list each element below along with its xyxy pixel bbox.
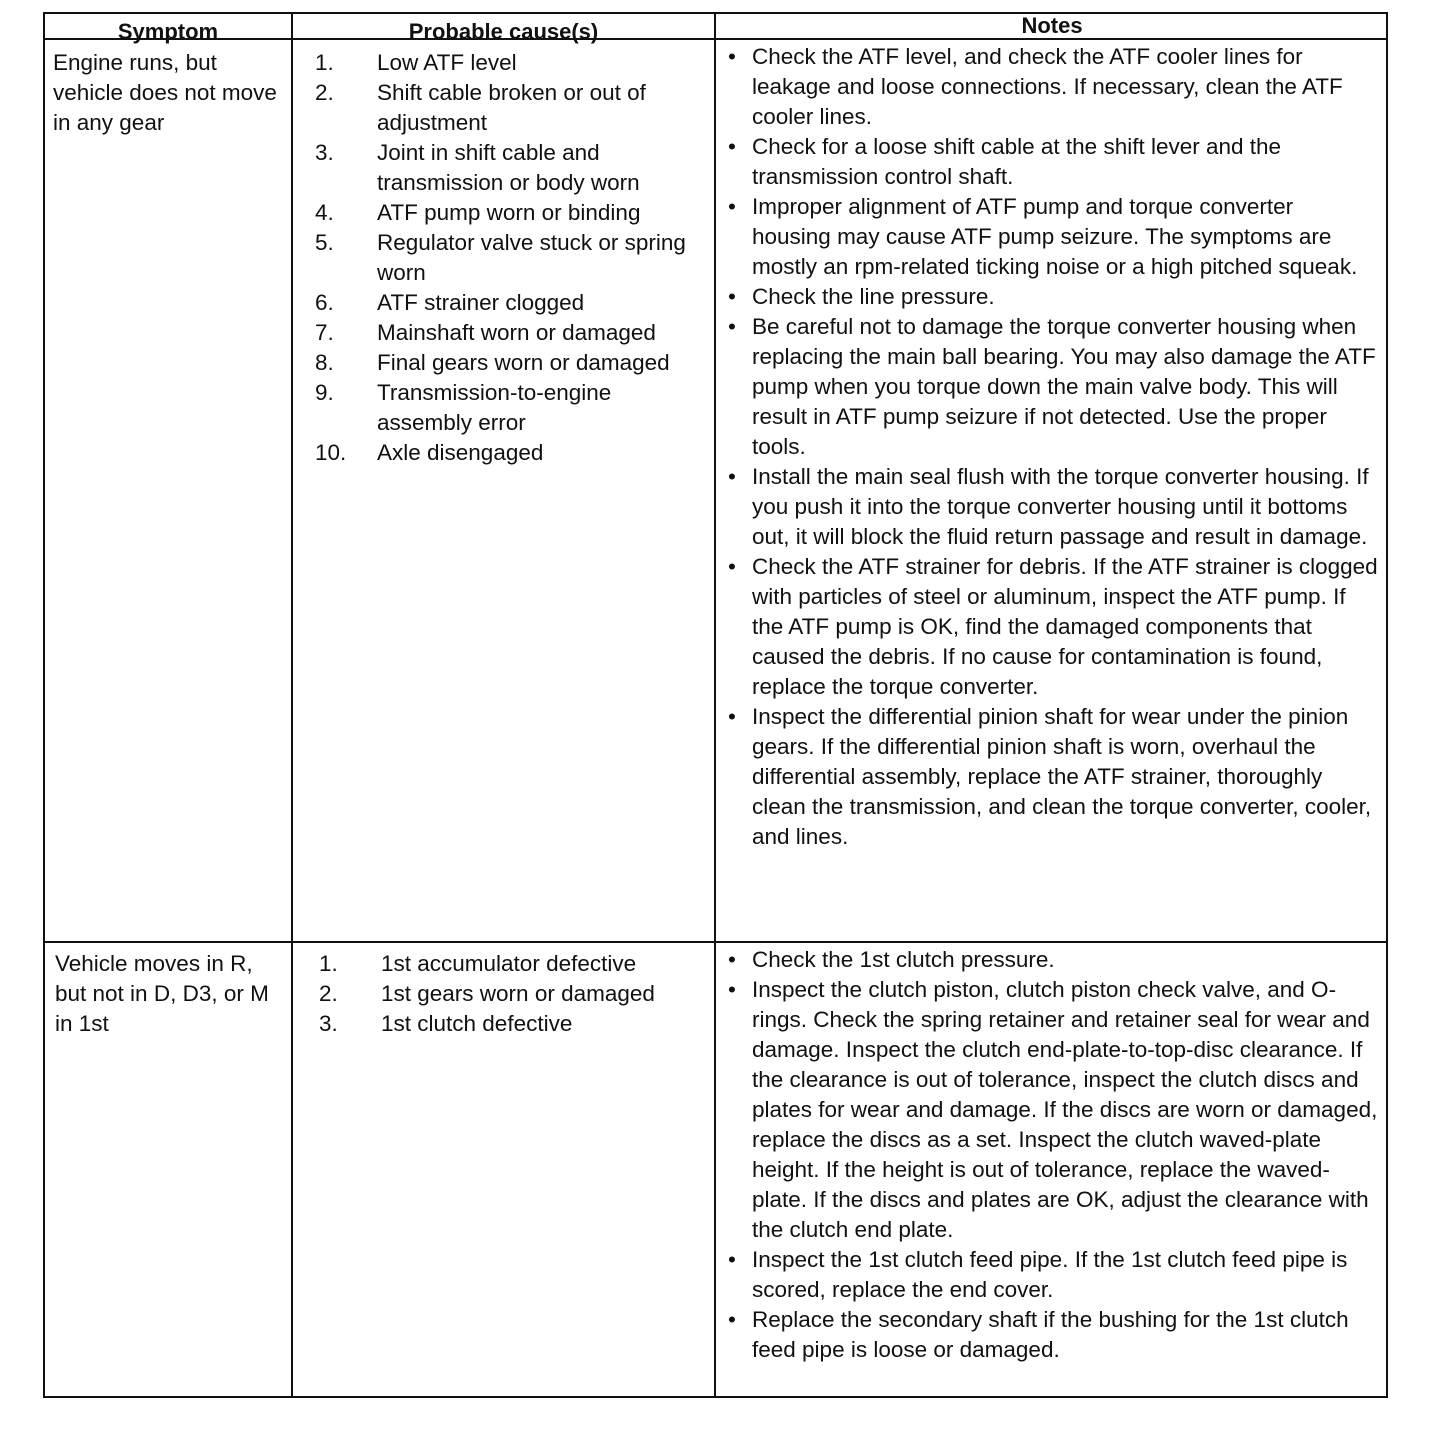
item-number: 1. <box>315 50 334 75</box>
list-item <box>315 228 705 288</box>
item-text: Joint in shift cable and transmission or body worn <box>377 140 640 195</box>
column-divider <box>291 14 293 1396</box>
item-number: 2. <box>319 981 338 1006</box>
item-text: Regulator valve stuck or spring worn <box>377 230 686 285</box>
list-item <box>728 192 1378 282</box>
item-text: Inspect the 1st clutch feed pipe. If the 1st clutch feed pipe is scored, replace the end cover. <box>752 1247 1348 1302</box>
item-text: Mainshaft worn or damaged <box>377 320 656 345</box>
item-text: Final gears worn or damaged <box>377 350 670 375</box>
item-text: Check the line pressure. <box>752 284 995 309</box>
item-text: Check the ATF level, and check the ATF cooler lines for leakage and loose connections. If necessary, clean the ATF cooler lines. <box>752 44 1343 129</box>
list-item <box>315 288 705 318</box>
item-number: 3. <box>315 140 334 165</box>
item-text: 1st clutch defective <box>381 1011 573 1036</box>
list-item <box>728 42 1378 132</box>
list-item <box>315 78 705 138</box>
list-item <box>728 975 1378 1245</box>
row1-notes <box>728 42 1378 852</box>
list-item <box>728 945 1378 975</box>
list-item <box>728 132 1378 192</box>
bullet: • <box>728 704 736 729</box>
item-text: Inspect the clutch piston, clutch piston check valve, and O-rings. Check the spring retainer and retainer seal for wear and damage. Inspect the clutch end-plate-to-top-disc clearance. If the clearance is out of tolerance, inspect the clutch discs and plates for wear and damage. If the discs are worn or damaged, replace the discs as a set. Inspect the clutch waved-plate height. If the height is out of tolerance, replace the waved-plate. If the discs and plates are OK, adjust the clearance with the clutch end plate. <box>752 977 1378 1242</box>
row1-causes <box>315 48 705 468</box>
item-text: Shift cable broken or out of adjustment <box>377 80 646 135</box>
item-number: 7. <box>315 320 334 345</box>
bullet: • <box>728 1307 736 1332</box>
header-notes: Notes <box>1021 13 1083 38</box>
list-item <box>728 1245 1378 1305</box>
bullet: • <box>728 977 736 1002</box>
list-item <box>728 462 1378 552</box>
item-text: Transmission-to-engine assembly error <box>377 380 612 435</box>
bullet: • <box>728 464 736 489</box>
list-item <box>319 979 709 1009</box>
bullet: • <box>728 134 736 159</box>
list-item <box>315 48 705 78</box>
row-divider <box>45 941 1386 943</box>
bullet: • <box>728 44 736 69</box>
bullet: • <box>728 947 736 972</box>
item-text: Be careful not to damage the torque converter housing when replacing the main ball bearing. You may also damage the ATF pump when you torque down the main valve body. This will result in ATF pump seizure if not detected. Use the proper tools. <box>752 314 1376 459</box>
item-number: 9. <box>315 380 334 405</box>
item-number: 8. <box>315 350 334 375</box>
list-item <box>319 1009 709 1039</box>
item-number: 4. <box>315 200 334 225</box>
header-symptom: Symptom <box>117 19 219 44</box>
list-item <box>728 282 1378 312</box>
item-text: Check the 1st clutch pressure. <box>752 947 1055 972</box>
item-number: 5. <box>315 230 334 255</box>
list-item <box>728 312 1378 462</box>
item-text: Check the ATF strainer for debris. If the ATF strainer is clogged with particles of steel or aluminum, inspect the ATF pump. If the ATF pump is OK, find the damaged components that caused the debris. If no cause for contamination is found, replace the torque converter. <box>752 554 1378 699</box>
item-number: 10. <box>315 440 347 465</box>
list-item <box>315 318 705 348</box>
bullet: • <box>728 1247 736 1272</box>
list-item <box>315 378 705 438</box>
list-item <box>315 138 705 198</box>
list-item <box>315 198 705 228</box>
column-divider <box>714 14 716 1396</box>
item-text: Check for a loose shift cable at the shift lever and the transmission control shaft. <box>752 134 1282 189</box>
list-item <box>315 348 705 378</box>
row2-symptom: Vehicle moves in R, but not in D, D3, or M in 1st <box>55 951 269 1036</box>
header-probable-cause: Probable cause(s) <box>408 19 599 44</box>
bullet: • <box>728 284 736 309</box>
item-number: 1. <box>319 951 338 976</box>
item-number: 3. <box>319 1011 338 1036</box>
list-item <box>319 949 709 979</box>
item-text: Low ATF level <box>377 50 517 75</box>
row2-causes <box>319 949 709 1039</box>
list-item <box>315 438 705 468</box>
bullet: • <box>728 554 736 579</box>
item-number: 6. <box>315 290 334 315</box>
item-number: 2. <box>315 80 334 105</box>
troubleshooting-table <box>43 12 1388 1398</box>
item-text: 1st accumulator defective <box>381 951 637 976</box>
item-text: Axle disengaged <box>377 440 544 465</box>
list-item <box>728 552 1378 702</box>
bullet: • <box>728 194 736 219</box>
item-text: Inspect the differential pinion shaft for wear under the pinion gears. If the differential pinion shaft is worn, overhaul the differential assembly, replace the ATF strainer, thoroughly clean the transmission, and clean the torque converter, cooler, and lines. <box>752 704 1372 849</box>
item-text: Install the main seal flush with the torque converter housing. If you push it into the torque converter housing until it bottoms out, it will block the fluid return passage and result in damage. <box>752 464 1369 549</box>
item-text: ATF strainer clogged <box>377 290 585 315</box>
row2-notes <box>728 945 1378 1365</box>
row1-symptom: Engine runs, but vehicle does not move in any gear <box>53 50 277 135</box>
item-text: Replace the secondary shaft if the bushing for the 1st clutch feed pipe is loose or damaged. <box>752 1307 1349 1362</box>
bullet: • <box>728 314 736 339</box>
list-item <box>728 702 1378 852</box>
item-text: 1st gears worn or damaged <box>381 981 655 1006</box>
item-text: Improper alignment of ATF pump and torque converter housing may cause ATF pump seizure. The symptoms are mostly an rpm-related ticking noise or a high pitched squeak. <box>752 194 1358 279</box>
list-item <box>728 1305 1378 1365</box>
item-text: ATF pump worn or binding <box>377 200 641 225</box>
